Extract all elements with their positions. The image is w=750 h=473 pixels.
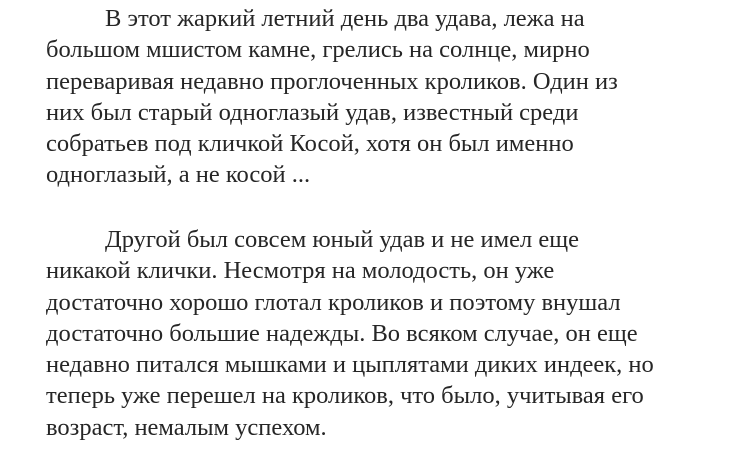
paragraph-line: достаточно большие надежды. Во всяком случае, он еще xyxy=(46,319,638,347)
paragraph-line: недавно питался мышками и цыплятами диких индеек, но xyxy=(46,351,654,379)
paragraph-line: достаточно хорошо глотал кроликов и поэтому внушал xyxy=(46,288,621,316)
paragraph-line: Другой был совсем юный удав и не имел еще xyxy=(105,226,579,253)
paragraph-line: никакой клички. Несмотря на молодость, он уже xyxy=(46,257,555,285)
paragraph-2 xyxy=(46,224,746,443)
paragraph-line: собратьев под кличкой Косой, хотя он был именно xyxy=(46,130,574,158)
paragraph-line: них был старый одноглазый удав, известный среди xyxy=(46,98,579,126)
paragraph-line: одноглазый, а не косой ... xyxy=(46,161,311,189)
paragraph-line: В этот жаркий летний день два удава, лежа на xyxy=(105,5,585,32)
paragraph-line: большом мшистом камне, грелись на солнце, мирно xyxy=(46,36,590,64)
paragraph-1 xyxy=(46,3,746,191)
paragraph-line: теперь уже перешел на кроликов, что было, учитывая его xyxy=(46,382,644,410)
paragraph-line: переваривая недавно проглоченных кроликов. Один из xyxy=(46,67,618,95)
paragraph-line: возраст, немалым успехом. xyxy=(46,413,327,441)
